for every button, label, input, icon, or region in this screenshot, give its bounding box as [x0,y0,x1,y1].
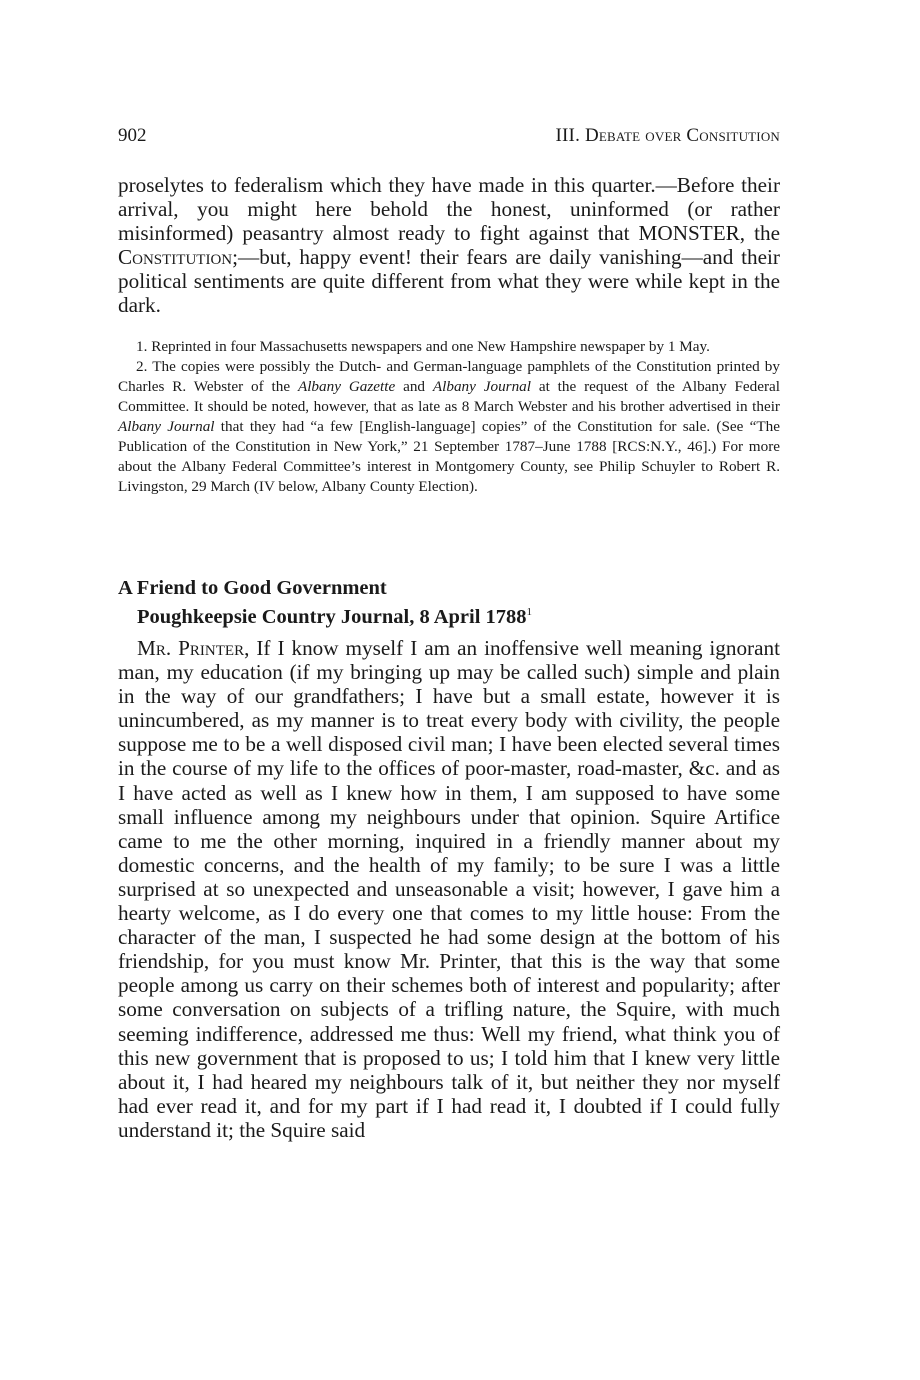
newspaper-title: Albany Journal [118,418,215,435]
footnote-text: and [395,378,433,395]
page-number: 902 [118,125,147,146]
footnote-ref: 1 [526,606,533,618]
footnote-text: 2. The copies were possibly the Dutch- and German-language pamphlets of the Constitution printed by Charles R. Webster of the [118,358,780,395]
continued-paragraph [118,173,780,318]
running-head: III. Debate over Consitution [555,125,780,146]
section-heading [118,576,780,629]
footnote-text: at the request of the Albany Federal Committee. It should be noted, however, that as late as 8 March Webster and his brother advertised in their [118,378,780,415]
section-title: A Friend to Good Government [118,577,387,599]
footnote-1: 1. Reprinted in four Massachusetts newspapers and one New Hampshire newspaper by 1 May. [136,338,710,355]
newspaper-title: Albany Journal [432,378,531,395]
salutation: Mr. Printer, [137,636,250,660]
paragraph-text: ;—but, happy event! their fears are daily vanishing—and their political sentiments are quite different from what they were while kept in the dark. [118,245,780,318]
section-source [118,600,780,629]
letter-body [118,636,780,1142]
paragraph-text: proselytes to federalism which they have made in this quarter.—Before their arrival, you might here behold the honest, uninformed (or rather misinformed) peasantry almost ready to fight against that MONSTER, the [118,173,780,246]
footnote-text: that they had “a few [English-language] copies” of the Constitution for sale. (See “The Publication of the Constitution in New York,” 21 September 1787–June 1788 [RCS:N.Y., 46].) For more about the Albany Federal Committee’s interest in Montgomery County, see Philip Schuyler to Robert R. Livingston, 29 March (IV below, Albany County Election). [118,418,780,495]
constitution-word: Constitution [118,245,233,270]
page-header [118,124,780,148]
footnotes [118,337,780,497]
newspaper-title: Albany Gazette [297,378,396,395]
source-text: Poughkeepsie Country Journal, 8 April 1788 [137,606,527,628]
letter-text: If I know myself I am an inoffensive well meaning ignorant man, my education (if my bringing up may be called such) simple and plain in the way of our grandfathers; I have but a small estate, however it is unincumbered, as my manner is to treat every body with civility, the people suppose me to be a well disposed civil man; I have been elected several times in the course of my life to the offices of poor-master, road-master, &c. and as I have acted as well as I knew how in them, I am supposed to have some small influence among my neighbours under that opinion. Squire Artifice came to me the other morning, inquired in a friendly manner about my domestic concerns, and the health of my family; to be sure I was a little surprised at so unexpected and unseasonable a visit; however, I gave him a hearty welcome, as I do every one that comes to my little house: From the character of the man, I suspected he had some design at the bottom of his friendship, for you must know Mr. Printer, that this is the way that some people among us carry on their schemes both of interest and popularity; after some conversation on subjects of a trifling nature, the Squire, with much seeming indifference, addressed me thus: Well my friend, what think you of this new government that is proposed to us; I told him that I knew very little about it, I had heared my neighbours talk of it, but neither they nor myself had ever read it, and for my part if I had read it, I doubted if I could fully understand it; the Squire said [118,636,780,1142]
footnote-2 [118,357,780,497]
